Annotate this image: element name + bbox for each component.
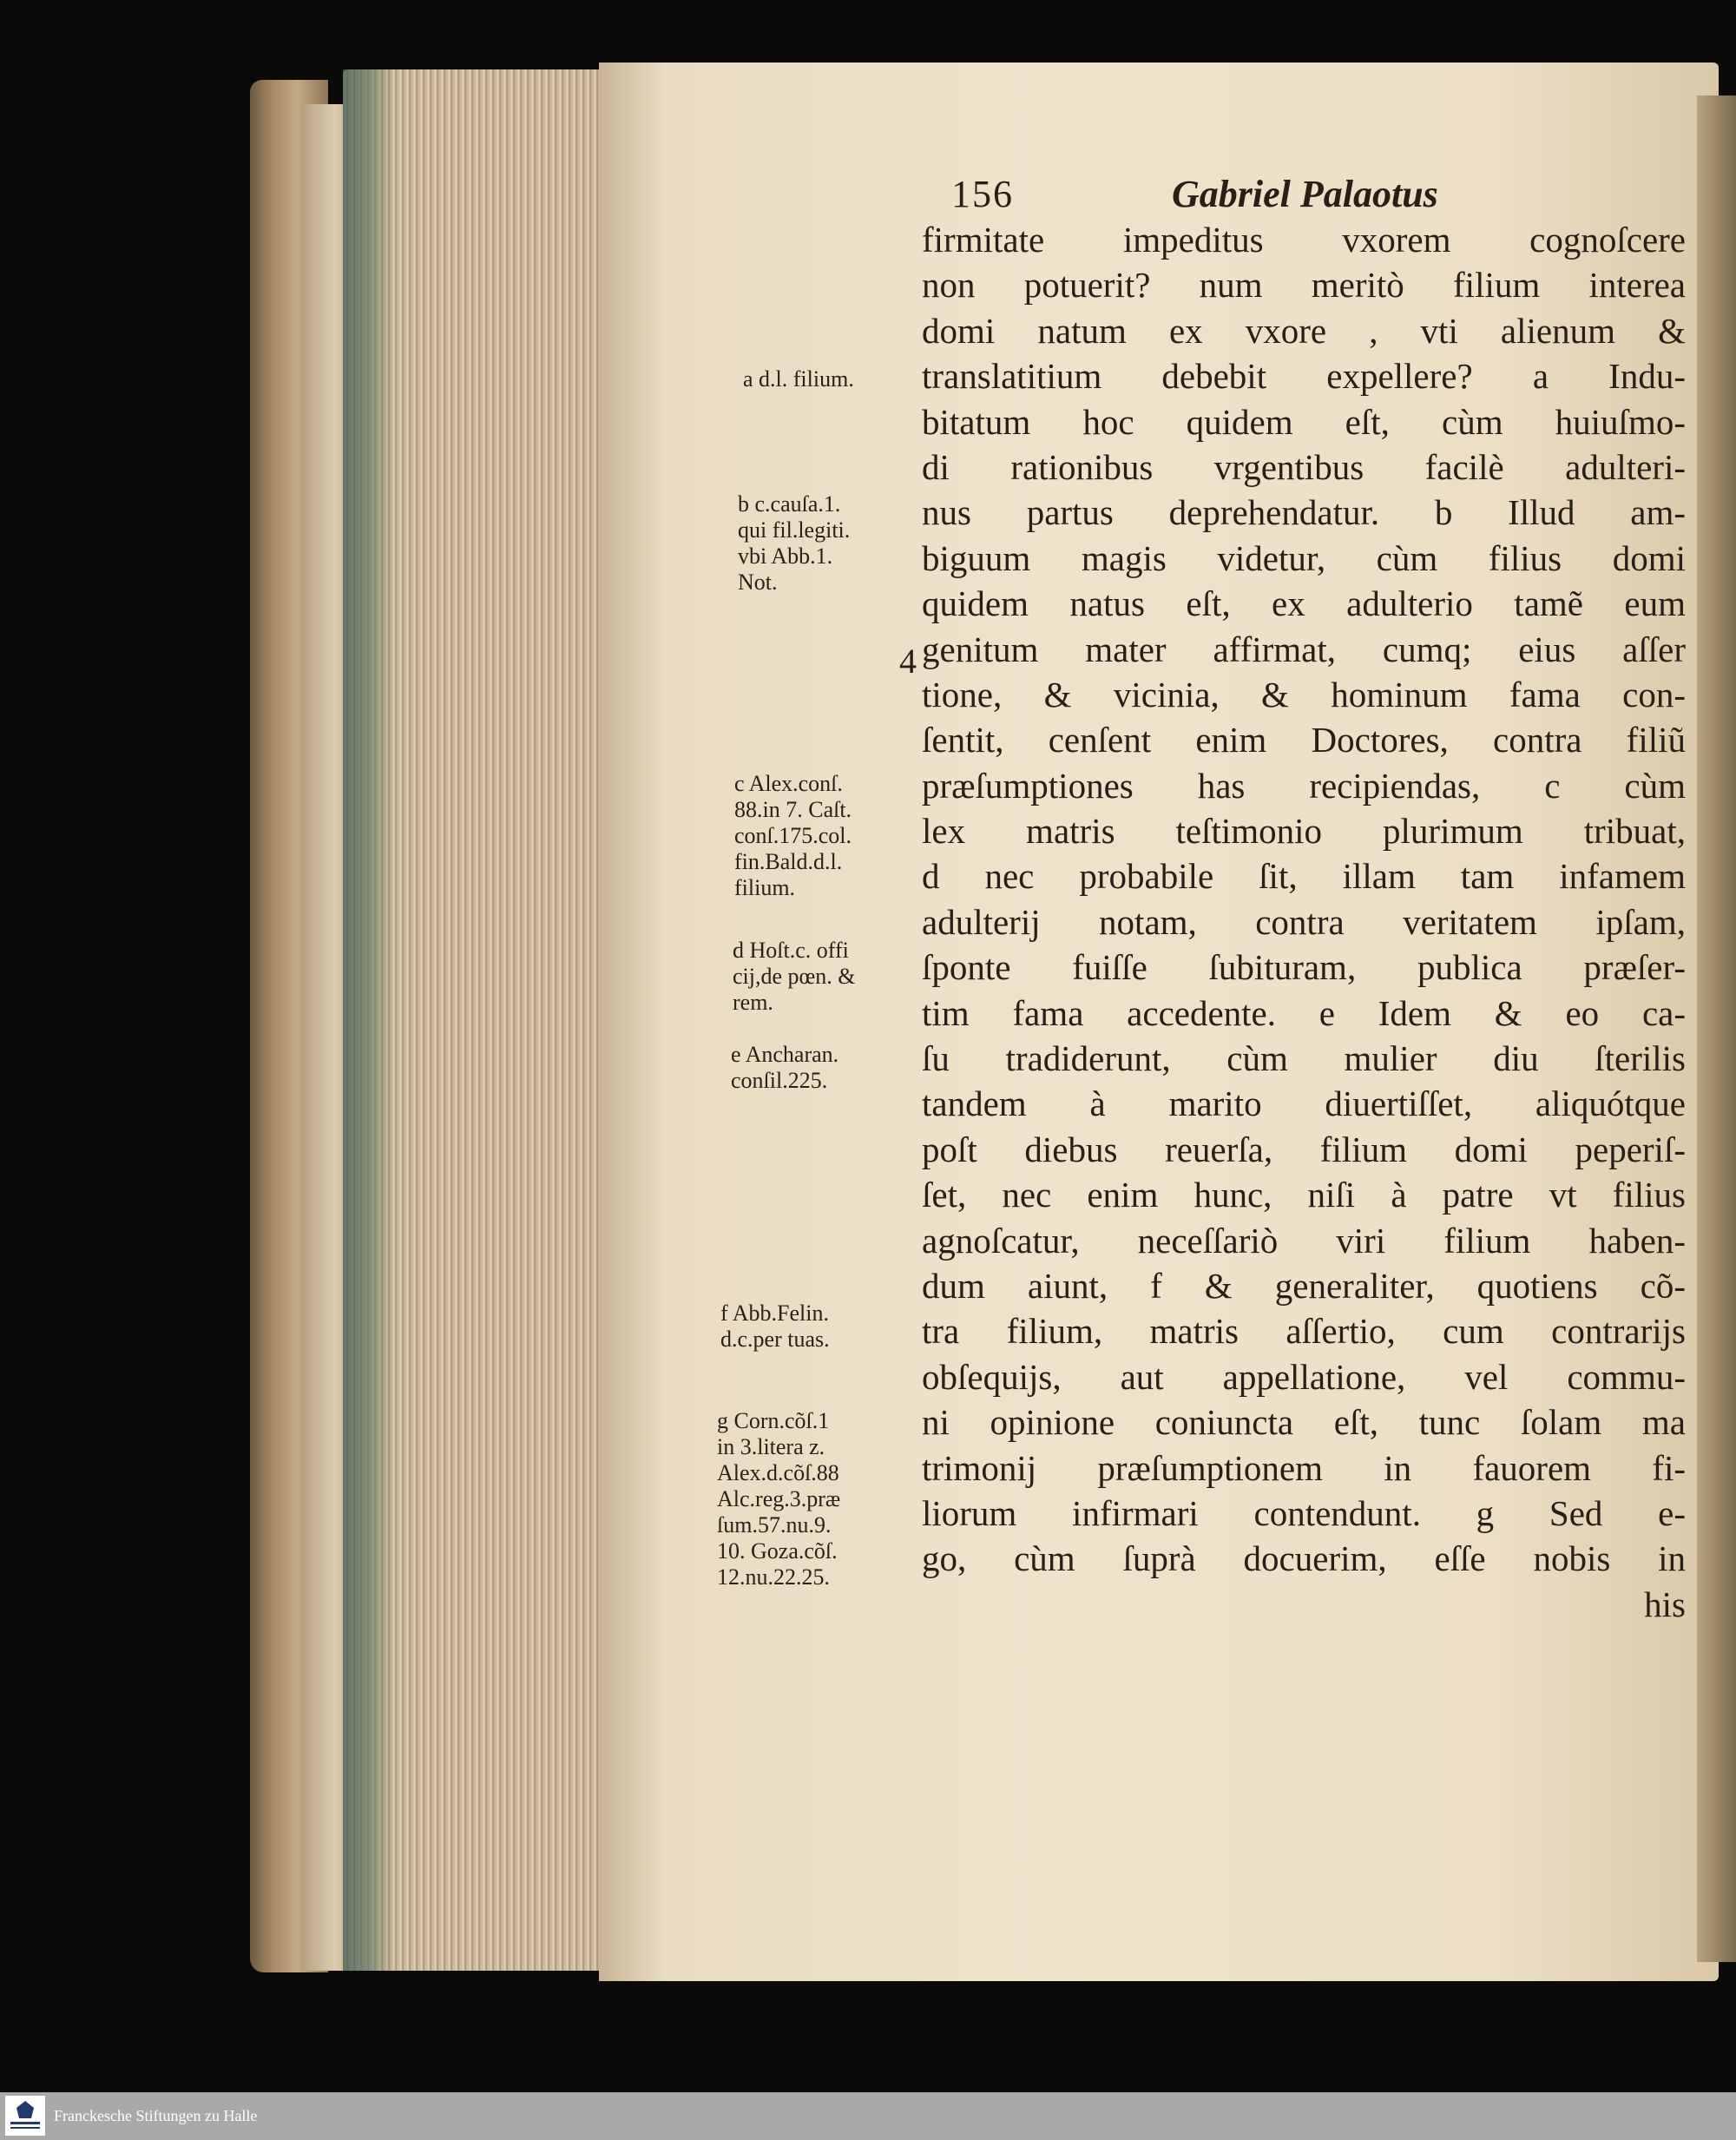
text-line: genitum mater affirmat, cumq; eius aſſer — [922, 629, 1686, 669]
text-line: biguum magis videtur, cùm filius domi — [922, 537, 1686, 578]
note-line: cij,de pœn. & — [733, 964, 856, 989]
text-line: ſu tradiderunt, cùm mulier diu ſterilis — [922, 1038, 1686, 1079]
note-line: Alex.d.cõſ.88 — [717, 1460, 839, 1485]
note-line: filium. — [734, 875, 796, 900]
note-line: g Corn.cõſ.1 — [717, 1408, 830, 1433]
note-line: vbi Abb.1. — [738, 543, 833, 569]
note-line: rem. — [733, 990, 773, 1015]
text-line: poſt diebus reuerſa, filium domi peperiſ- — [922, 1129, 1686, 1169]
note-line: Not. — [738, 570, 778, 595]
text-line: præſumptiones has recipiendas, c cùm — [922, 765, 1686, 806]
text-line: ni opinione coniuncta eſt, tunc ſolam ma — [922, 1402, 1686, 1443]
marginal-note-g — [717, 1408, 925, 1590]
note-line: in 3.litera z. — [717, 1434, 825, 1459]
note-line: e Ancharan. — [731, 1042, 839, 1067]
text-line: lex matris teſtimonio plurimum tribuat, — [922, 811, 1686, 852]
text-line: firmitate impeditus vxorem cognoſcere — [922, 220, 1686, 260]
note-line: a d.l. filium. — [743, 366, 854, 392]
text-line: bitatum hoc quidem eſt, cùm huiuſmo- — [922, 401, 1686, 442]
note-line: b c.cauſa.1. — [738, 491, 841, 517]
body-text — [922, 217, 1686, 1627]
text-line: domi natum ex vxore , vti alienum & — [922, 310, 1686, 351]
footer-bar — [0, 2092, 1736, 2140]
section-number: 4 — [899, 642, 917, 681]
text-line: tione, & vicinia, & hominum fama con- — [922, 674, 1686, 714]
note-line: conſ.175.col. — [734, 823, 852, 848]
running-head: Gabriel Palaotus — [1172, 173, 1438, 215]
text-line: translatitium debebit expellere? a Indu- — [922, 356, 1686, 397]
text-line: go, cùm ſuprà docuerim, eſſe nobis in — [922, 1538, 1686, 1579]
note-line: Alc.reg.3.præ — [717, 1486, 841, 1511]
note-line: 12.nu.22.25. — [717, 1564, 830, 1590]
footer-label: Franckesche Stiftungen zu Halle — [54, 2107, 258, 2124]
page-stack-shade — [343, 69, 395, 1971]
text-line: d nec probabile ſit, illam tam infamem — [922, 856, 1686, 897]
text-line: tandem à marito diuertiſſet, aliquótque — [922, 1083, 1686, 1124]
text-line: his — [1644, 1584, 1686, 1624]
note-line: conſil.225. — [731, 1068, 828, 1093]
text-line: obſequijs, aut appellatione, vel commu- — [922, 1356, 1686, 1397]
text-line: ſet, nec enim hunc, niſi à patre vt filius — [922, 1175, 1686, 1215]
text-line: di rationibus vrgentibus facilè adulteri- — [922, 446, 1686, 487]
marginal-note-b — [738, 491, 946, 596]
note-line: d.c.per tuas. — [720, 1327, 830, 1352]
marginal-note-c — [734, 771, 943, 901]
text-line: tra filium, matris aſſertio, cum contrarijs — [922, 1311, 1686, 1352]
note-line: 10. Goza.cõſ. — [717, 1538, 838, 1564]
marginal-note-a — [743, 366, 951, 392]
note-line: fin.Bald.d.l. — [734, 849, 843, 874]
text-line: ſponte fuiſſe ſubituram, publica præſer- — [922, 947, 1686, 988]
institution-logo-icon — [5, 2096, 45, 2136]
text-line: trimonij præſumptionem in fauorem fi- — [922, 1447, 1686, 1488]
note-line: ſum.57.nu.9. — [717, 1512, 832, 1538]
text-line: nus partus deprehendatur. b Illud am- — [922, 492, 1686, 533]
marginal-note-d — [733, 938, 941, 1016]
note-line: 88.in 7. Caſt. — [734, 797, 852, 822]
note-line: f Abb.Felin. — [720, 1300, 829, 1326]
page-number: 156 — [951, 173, 1014, 215]
marginal-note-e — [731, 1042, 939, 1094]
text-line: quidem natus eſt, ex adulterio tamẽ eum — [922, 583, 1686, 624]
marginal-note-f — [720, 1300, 929, 1353]
text-line: ſentit, cenſent enim Doctores, contra filiũ — [922, 720, 1686, 761]
text-line: adulterij notam, contra veritatem ipſam, — [922, 901, 1686, 942]
facing-page-edge — [1697, 95, 1736, 1962]
text-line: liorum infirmari contendunt. g Sed e- — [922, 1492, 1686, 1533]
text-line: tim fama accedente. e Idem & eo ca- — [922, 992, 1686, 1033]
text-line: agnoſcatur, neceſſariò viri filium haben- — [922, 1220, 1686, 1261]
text-line: non potuerit? num meritò filium interea — [922, 265, 1686, 306]
note-line: qui fil.legiti. — [738, 517, 851, 543]
note-line: d Hoſt.c. offi — [733, 938, 849, 963]
text-line: dum aiunt, f & generaliter, quotiens cõ- — [922, 1265, 1686, 1306]
note-line: c Alex.conſ. — [734, 771, 843, 796]
